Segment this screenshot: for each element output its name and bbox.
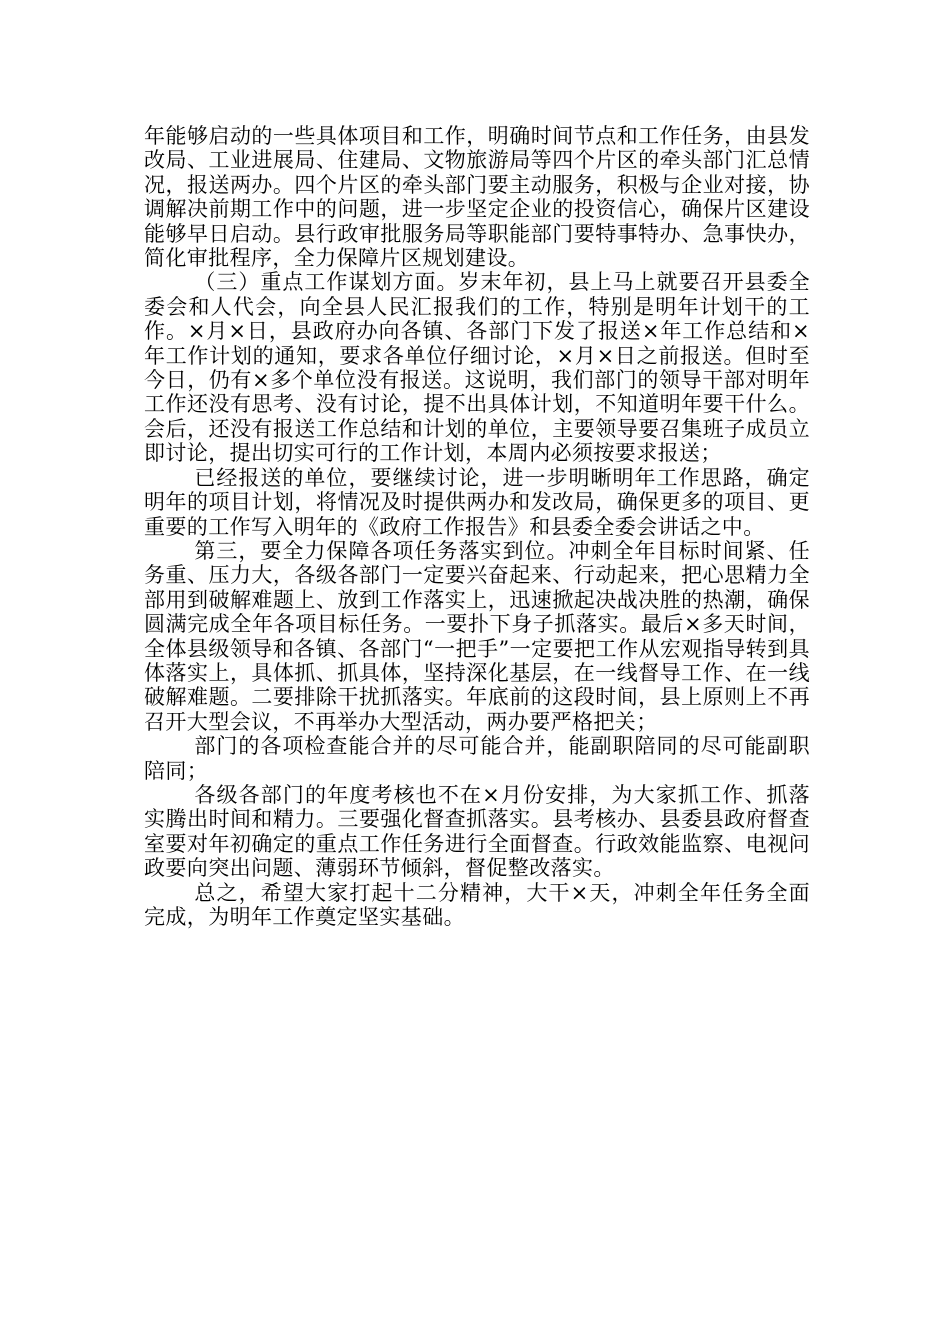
paragraph-inspections: 部门的各项检查能合并的尽可能合并，能副职陪同的尽可能副职陪同；	[144, 734, 810, 783]
paragraph-submitted-units: 已经报送的单位，要继续讨论，进一步明晰明年工作思路，确定明年的项目计划，将情况及时提供两办和发改局，确保更多的项目、更重要的工作写入明年的《政府工作报告》和县委全委会讲话之中。	[144, 465, 810, 539]
paragraph-third-point: 第三，要全力保障各项任务落实到位。冲刺全年目标时间紧、任务重、压力大，各级各部门一定要兴奋起来、行动起来，把心思精力全部用到破解难题上、放到工作落实上，迅速掀起决战决胜的热潮，确保圆满完成全年各项目标任务。一要扑下身子抓落实。最后×多天时间，全体县级领导和各镇、各部门“一把手”一定要把工作从宏观指导转到具体落实上，具体抓、抓具体，坚持深化基层，在一线督导工作、在一线破解难题。二要排除干扰抓落实。年底前的这段时间，县上原则上不再召开大型会议，不再举办大型活动，两办要严格把关；	[144, 538, 810, 734]
paragraph-continuation: 年能够启动的一些具体项目和工作，明确时间节点和工作任务，由县发改局、工业进展局、住建局、文物旅游局等四个片区的牵头部门汇总情况，报送两办。四个片区的牵头部门要主动服务，积极与企业对接，协调解决前期工作中的问题，进一步坚定企业的投资信心，确保片区建设能够早日启动。县行政审批服务局等职能部门要特事特办、急事快办，简化审批程序，全力保障片区规划建设。	[144, 124, 810, 271]
paragraph-annual-assessment: 各级各部门的年度考核也不在×月份安排，为大家抓工作、抓落实腾出时间和精力。三要强化督查抓落实。县考核办、县委县政府督查室要对年初确定的重点工作任务进行全面督查。行政效能监察、电视问政要向突出问题、薄弱环节倾斜，督促整改落实。	[144, 782, 810, 881]
paragraph-key-work-planning: （三）重点工作谋划方面。岁末年初，县上马上就要召开县委全委会和人代会，向全县人民汇报我们的工作，特别是明年计划干的工作。×月×日，县政府办向各镇、各部门下发了报送×年工作总结和×年工作计划的通知，要求各单位仔细讨论，×月×日之前报送。但时至今日，仍有×多个单位没有报送。这说明，我们部门的领导干部对明年工作还没有思考、没有讨论，提不出具体计划，不知道明年要干什么。会后，还没有报送工作总结和计划的单位，主要领导要召集班子成员立即讨论，提出切实可行的工作计划，本周内必须按要求报送；	[144, 270, 810, 466]
paragraph-conclusion: 总之，希望大家打起十二分精神，大干×天，冲刺全年任务全面完成，为明年工作奠定坚实基础。	[144, 880, 810, 929]
document-body	[144, 124, 810, 929]
